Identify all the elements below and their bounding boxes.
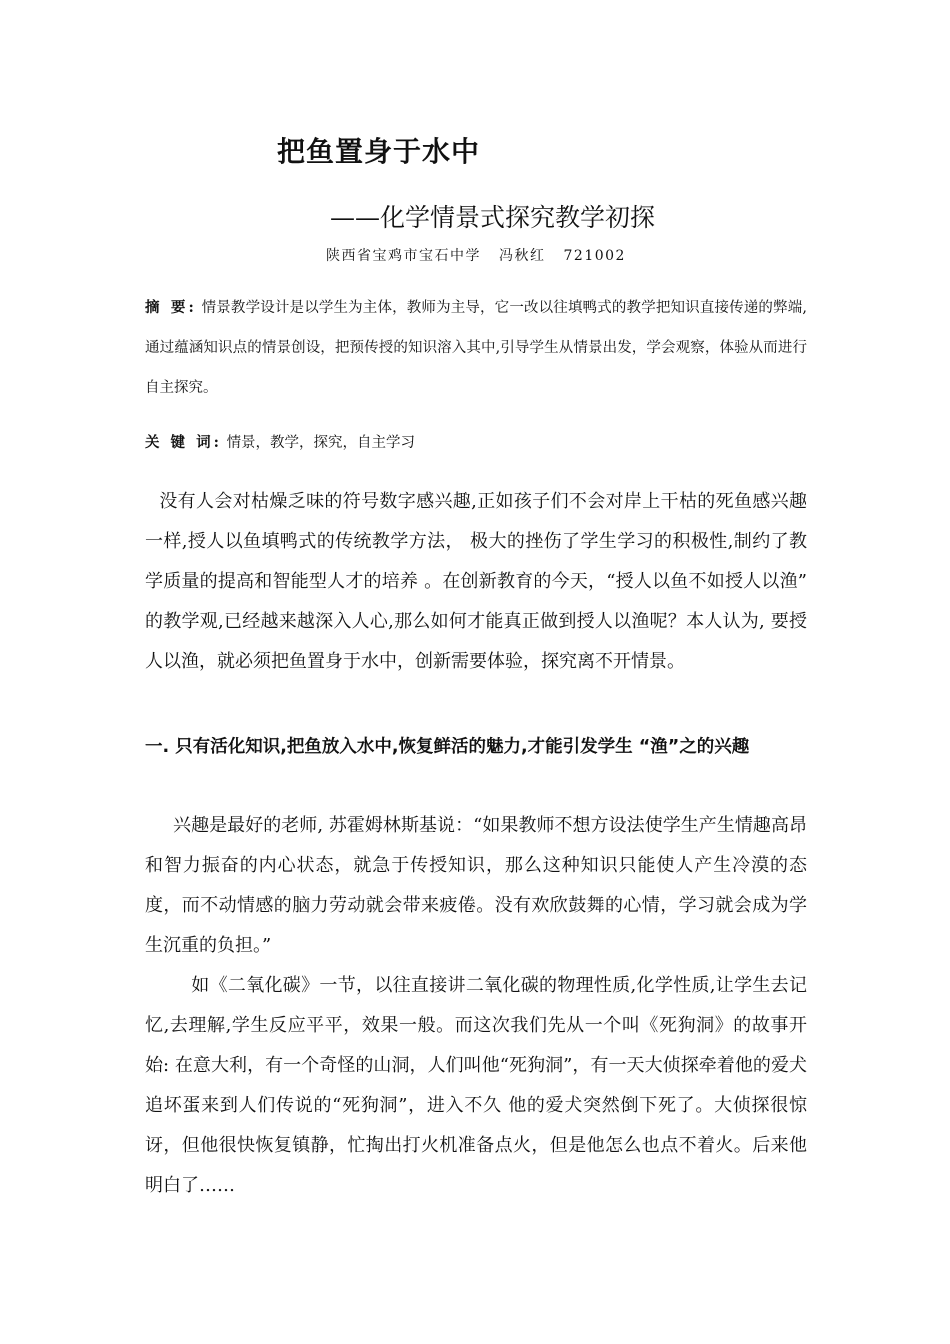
body-paragraph-1: [145, 482, 807, 682]
author-postcode: 721002: [563, 248, 626, 264]
paragraph-2-text: 兴趣是最好的老师, 苏霍姆林斯基说：“如果教师不想方设法使学生产生情趣高昂和智力振奋的内心状态，就急于传授知识，那么这种知识只能使人产生冷漠的态度，而不动情感的脑力劳动就会带来疲倦。没有欢欣鼓舞的心情，学习就会成为学生沉重的负担。”: [145, 815, 807, 956]
abstract-text: 情景教学设计是以学生为主体，教师为主导，它一改以往填鸭式的教学把知识直接传递的弊端,通过蕴涵知识点的情景创设，把预传授的知识溶入其中,引导学生从情景出发，学会观察，体验从而进行自主探究。: [145, 300, 807, 396]
keywords-text: 情景，教学，探究，自主学习: [226, 435, 416, 451]
body-paragraph-2: [145, 806, 807, 966]
author-name: 冯秋红: [499, 248, 546, 264]
paragraph-3-text: 如《二氧化碳》一节，以往直接讲二氧化碳的物理性质,化学性质,让学生去记忆,去理解,学生反应平平，效果一般。而这次我们先从一个叫《死狗洞》的故事开始: 在意大利，有一个奇怪的山洞，人们叫他“死狗洞”，有一天大侦探牵着他的爱犬追坏蛋来到人们传说的“死狗洞”，进入不久 他的爱犬突然倒下死了。大侦探很惊讶，但他很快恢复镇静，忙掏出打火机准备点火，但是他怎么也点不着火。后来他明白了……: [145, 975, 807, 1196]
abstract: [145, 288, 807, 408]
document-subtitle: ——化学情景式探究教学初探: [330, 203, 656, 232]
abstract-label: 摘 要:: [145, 299, 197, 316]
paragraph-1-text: 没有人会对枯燥乏味的符号数字感兴趣,正如孩子们不会对岸上干枯的死鱼感兴趣一样,授人以鱼填鸭式的传统教学方法， 极大的挫伤了学生学习的积极性,制约了教学质量的提高和智能型人才的培养 。在创新教育的今天，“授人以鱼不如授人以渔” 的教学观,已经越来越深入人心,那么如何才能真正做到授人以渔呢？本人认为, 要授人以渔，就必须把鱼置身于水中，创新需要体验，探究离不开情景。: [145, 491, 807, 672]
author-line: [326, 245, 626, 265]
body-paragraph-3: [145, 966, 807, 1206]
author-school: 陕西省宝鸡市宝石中学: [326, 248, 481, 264]
keywords: [145, 430, 807, 456]
keywords-label: 关 键 词:: [145, 434, 222, 451]
section-heading-1: 一. 只有活化知识,把鱼放入水中,恢复鲜活的魅力,才能引发学生 “渔”之的兴趣: [145, 737, 750, 757]
document-title: 把鱼置身于水中: [277, 135, 481, 168]
